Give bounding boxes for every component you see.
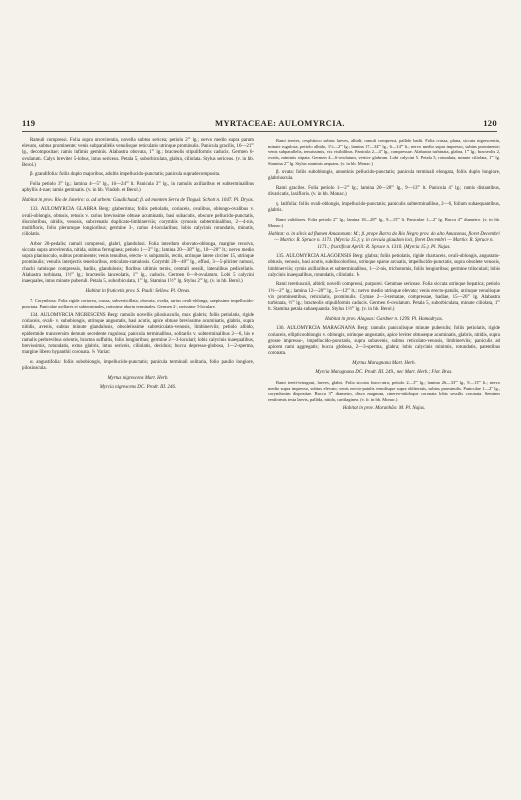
paragraph: Rami validiores. Folia petiolo 2''' lg.; lamina 18—28''' lg., 9—15''' lt. Paniculae 1—2'' lg. Bucca 4''' diametro. (v. in hb. Monac.) xyxy=(268,217,500,228)
paragraph: 133. AULOMYRCIA GLABRA Berg: glaberrima; foliis petiolatis, coriaceis, ovalibus, oblongo-ovalibus v. ovali-oblongis, obtusis, retusis v. rarius brevissime obtuse acuminatis, basi subacutis, obscure pellucido-punctatis, discoloribus, nitidis, venosis, subcrenatis duplicato-limbinerviis; corymbis cymosis subterminalibus, 2—4-nis, multifloris, folio plerumque longioribus; germine 3-, rarius 4-locularibus; lobis calycinis rotundatis, minutis, ciliolatis. xyxy=(22,207,254,238)
paragraph: α. angustifolia: foliis subobiongis, impellucido-punctatis; panicula terminali solitaria, folio paullo longiore, pilosiuscula. xyxy=(22,359,254,372)
paragraph: 136. AULOMYRCIA MARAGNANA Berg: ramulis paniculisque minute puberulis; foliis petiolatis, rigide coriaceis, ellipticooblongis v. oblongis, utrinque angustatis, apice leviter obtuseque acuminatis, glabris, nitidis, supra grosse impresso-, impellucido-punctatis, supra subavenis, subtus reticulato-venosis, limbinerviis; paniculis ad apicem rami aggregatis; bucca globosa, 2—3-sperma, glabra; lobis calycinis minimis, rotundatis, patentibus coronata. xyxy=(268,326,500,357)
paragraph: 7. Corymbosa. Folia rigide coriacea, crassa, subverticillata, obovata, ovalia, rarius ovali-oblonga, saepissime impellucido-punctata. Paniculae axillares et subterminales, rarissime abortu terminales. Germen 2-, rarissime 3-loculare. xyxy=(22,298,254,309)
paragraph: Myrcia nigrescens DC. Prodr. III. 246. xyxy=(99,385,177,391)
paragraph: γ. latifolia: foliis ovali-oblongis, impellucido-punctatis; paniculis subterminalibus, 2—6, folium subaequantibus, glabris. xyxy=(268,201,500,213)
paragraph: 135. AULOMYRCIA ALAGOENSIS Berg: glabra; foliis petiolatis, rigide chartaceis, ovali-oblongis, angustato-obtusis, venosis, basi acutis, subdiscoloribus, utrinque sparse arcuatis, impellucido-punctatis, supra obsolete venosis, limbinerviis; cymis axillaribus et subterminalibus, 1—2-nis, trichotomis, foliis longioribus; germine triloculari; lobis calycinis inaequalibus, rotundatis, ciliolatis. ♄ xyxy=(268,254,500,278)
paragraph: Myrcia Maragnana DC. Prodr. III. 249., nec Mart. Herb.; Flor. Bras. xyxy=(315,370,453,376)
paragraph: Ramuli compressi. Folia supra utrovirentia, novella subtus sericea; petiolo 2''' lg.; nervo medio supra parum elevato, subtus prominente; venis subparallelis venulisque reticulatis utrinque prominulis. Panicula gracilis, 16—21''' lg., decompositae; ramis infimis geminis. Alabastra obovata, 1''' lg.; bracteolis stipuliformis caducis. Germen 6-ovulatum. Calyx breviter 5-lobus, intus sericeus. Petala 5, suborbiculata, glabra, ciliolata. Stylus sericeus. (v. in hb. Berol.) xyxy=(22,138,254,168)
paragraph: Rami teretiusculi, albidi; novelli compressi, purpurei. Gemmae sericeae. Folia siccata utrinque hepatica; petiolo 1½—2''' lg.; lamina 12—20''' lg., 5—12''' lt.; nervo medio utrinque elevato; venis erecto-patulis, utrinque venulisque vix prominentibus, reticulatis, prominulis. Cymae 2—3-ternatae, compressae, badiae, 15—26''' lg. Alabastra turbinata, ½''' lg.; bracteolis stipuliformis caducis. Germen 6-ovulatum. Petala 5, suborbiculata, minute ciliolata, 1''' lt. Stamina petala subaequantia. Stylus 1⅔''' lg. (v. in hb. Berol.) xyxy=(268,282,500,313)
paragraph: β. ovata: foliis suboblongis, annotinis pellucido-punctatis; panicula terminali elongata, foliis duplo longiore, glabriuscula. xyxy=(268,169,500,182)
paragraph: Habitat: α. in silvis ad flumen Amazonum: M.; β. prope Barra do Rio Negro prov. do alto Amazonas, floret Decembri — Martio: R. Spruce n. 1171. (Myrcia 15.); γ. in ciecuia glaudom loci, floret Decembri — Martio: R. Spruce n. 1171.; fructificat Aprili: R. Spruce n. 1310. (Myrcia 15.). Pl. Najas. xyxy=(268,232,500,250)
paragraph: Rami tereti-tetragoni, laeves, glabri. Folia siccata fusco-atra; petiolo 2—3''' lg.; lamina 26—33''' lg., 9—13''' lt.; nervo medio supra impresso, subtus elevato; venis erecto-patulis venulisque supra obliteratis, subtus prominulis. Paniculae 1—2'' lg., corymbosim dispositae. Bucca 3''' diametro, disco magnum, cinereo-nitidoque coronata lobis sessilis coronata. Semines reniformis testa laevis, pallida, nitida, cartilaginea. (v. fr. in hb. Monac.) xyxy=(268,379,500,402)
header-rule xyxy=(22,131,497,132)
paragraph: Myrtus Maragnana Mart. Herb. xyxy=(352,360,416,366)
paragraph: Rami graciles. Folia petiolo 1—2''' lg.; lamina 20—28''' lg., 9—13''' lt. Panicula 4'' lg.; ramis distantibus, divaricatis, laxifloris. (v. in hb. Monac.) xyxy=(268,185,500,197)
left-page-number: 119 xyxy=(22,118,36,128)
paragraph: Folia petiolo 3''' lg.; lamina 4—5'' lg., 16—24''' lt. Panicula 3''' lg., in ramulis axillaribus et subterminalibus aphyllis 4-nae; ramis geminatis. (v. in hb. Vindob. et Berol.) xyxy=(22,182,254,194)
right-column xyxy=(268,138,500,416)
paragraph: Habitat in prov. Maranhão: M. Pl. Najas. xyxy=(342,406,426,412)
paragraph: Habitat in prov. Rio de Janeiro: α. ad urbem: Gaudichaud; β. ad montem Serra de Tinguá: Schott n. 1047. Pl. Dryas. xyxy=(22,197,254,203)
paragraph: β. grandifolia: foliis duplo majoribus, adultis impellucido-punctatis; panicula supradecomposita. xyxy=(30,172,221,178)
paragraph: Arbor 20-pedalis; ramuli compressi, glabri, glandulosi. Folia interdum obovato-oblonga, margine recurva, siccata supra atrovirentia, nitida, subtus ferruginea; petiolo 1—3''' lg.; lamina 20—38''' lg., 10—20''' lt.; nervo medio supra planiusculo, subtus prominente; venis tenuibus, erecto- v. subpatulis, rectis, utrinque latere circiter 15, utrinque prominulis; venulis interjectis tenerioribus, reticulato-ramulosis. Corymbi 20—40''' lg., effusi, 3—5-pliciter ramosi, chachi ramisque compressis, badiis, glandulosis; floribus ultimis ternis, centrali sessili, lateralibus pedicellatis. Alabastra turbinata, 1½''' lg.; bracteolis lanceolatis, 1''' lg., caducis. Germen 6—8-ovulatum. Lobi 5 calycini inaequales, intus minute puberuli. Petala 5, suborbiculata, 1''' lg. Stamina 1½''' lg. Stylus 2''' lg. (v. in hb. Berol.) xyxy=(22,241,254,285)
right-page-number: 120 xyxy=(483,118,497,128)
paragraph: Myrtus nigrescens Mart. Herb. xyxy=(107,375,169,381)
paragraph: Habitat in fruticetis prov. S. Pauli: Sellow. Pl. Oreas. xyxy=(85,288,191,294)
running-title: MYRTACEAE: AULOMYRCIA. xyxy=(215,118,345,128)
left-column xyxy=(22,138,254,395)
paragraph: Habitat in prov. Alagoas: Gardner n. 1299. Pl. Hamadryas. xyxy=(325,316,443,322)
paragraph: 134. AULOMYRCIA NIGRESCENS Berg: ramulis novellis pilosiusculis, mox glabris; foliis petiolatis, rigide coriaceis, ovali- v. subobiongis, utrinque angustatis, basi acutis, apice obtuse brevissime acuminatis, glabris, supra nitidis, avenis, subtus minute glandulosis, obsoletissime subreticulato-venosis, limbinerviis; petiolo albido, epidermide transversim demum secedente rugulosa; panicula terminalibus, solitariis v. subterminalibus 2—6, his e ramulis perbrevibus orientis, bractea suffultis, folio longioribus; germine 2—3-loculari; lobis calycinis inaequalibus, brevissimis, rotundatis, extus glabris, intus sericeis, ciliolatis, deciduis; bucca depresso-globosa, 1—2-sperma, margine libero hypanthii coronata. ♄ Variat: xyxy=(22,313,254,356)
paragraph: Rami teretes, cesphitoco subtus laeves, albidi; ramuli compressi, pallide badii. Folia crassa, plana, siccata nigrescentia, minute rugulosa; petiolo albido, 1½—2''' lg.; lamina 17—34''' lg., 6—14''' lt.; nervo medio supra impresso, subtus prominente; venis subparallelis, tenuissimis, vix visibilibus. Panicula 2—4'' lg., compressae. Alabastra turbinata, glabra, 1''' lg.; bracteolis 2, ovatis, minimis stipata. Germen 4—6-ovulatum, vertice glabrum. Lobi calycini 5. Petala 5, rotundata, minute ciliolata, 1''' lg. Stamina 2''' lg. Stylus staminis aequans. (v. in hb. Monac.) xyxy=(268,138,500,166)
